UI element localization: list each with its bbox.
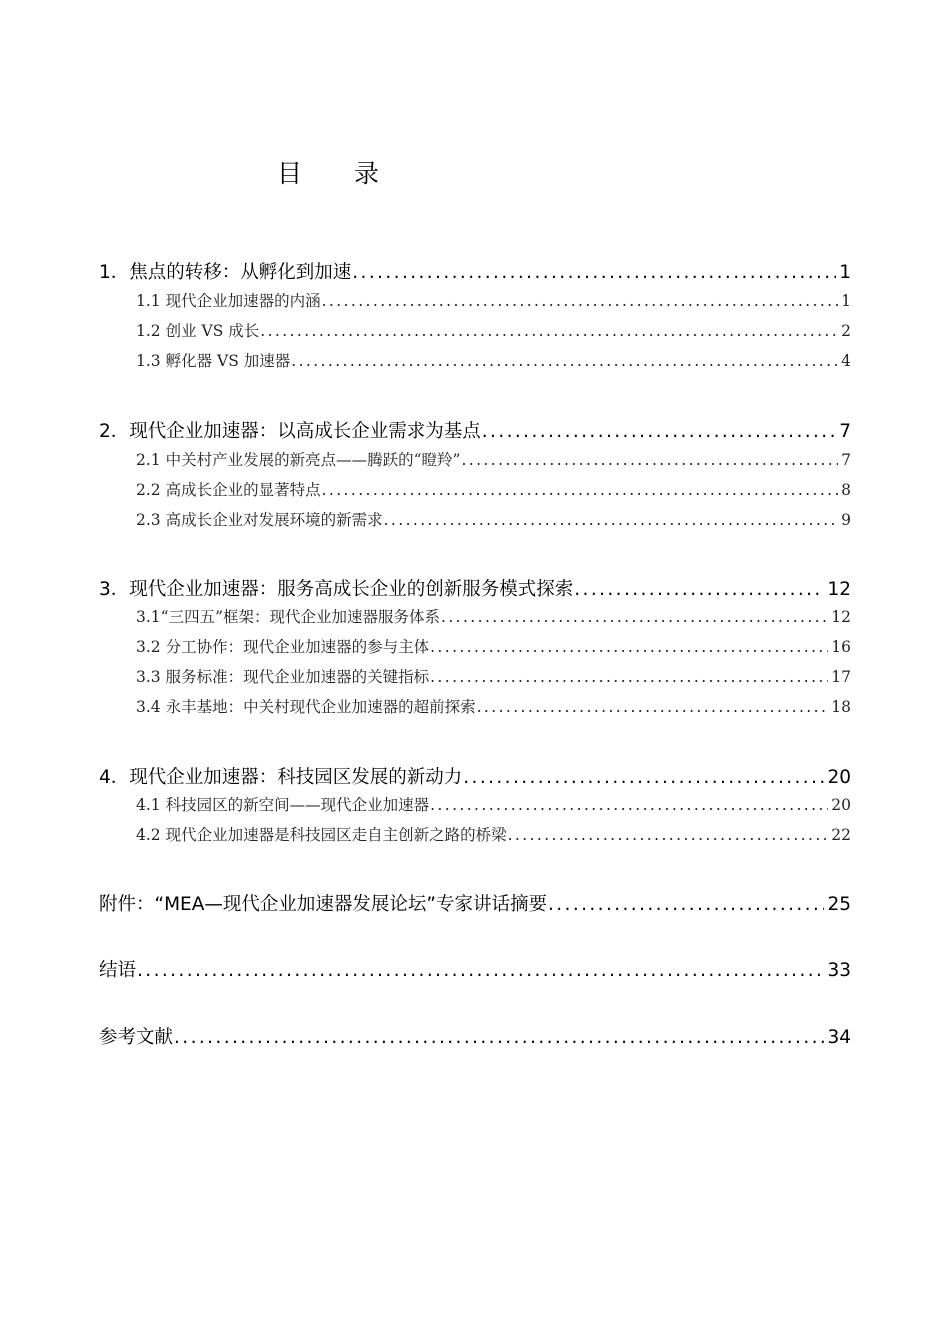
toc-entry-chapter-1[interactable] (99, 259, 851, 287)
toc-entry-page: 8 (841, 481, 851, 499)
toc-entry-label: 参考文献 (99, 1027, 174, 1048)
toc-entry-section-3-1[interactable] (136, 604, 851, 630)
dot-leader (352, 259, 836, 287)
toc-entry-page: 2 (841, 322, 851, 340)
toc-entry-section-3-2[interactable] (136, 634, 851, 660)
toc-entry-label: 4．现代企业加速器：科技园区发展的新动力 (99, 767, 463, 788)
toc-entry-page: 12 (827, 579, 851, 600)
toc-entry-label: 2.2 高成长企业的显著特点 (136, 481, 321, 499)
toc-entry-page: 33 (827, 960, 851, 981)
dot-leader (548, 891, 824, 919)
toc-entry-page: 16 (831, 638, 851, 656)
page-title: 目 录 (277, 159, 401, 188)
toc-entry-page: 7 (839, 421, 851, 442)
toc-entry-section-4-2[interactable] (136, 822, 851, 848)
dot-leader (137, 957, 824, 985)
toc-entry-label: 1.2 创业 VS 成长 (136, 322, 260, 340)
toc-entry-label: 4.2 现代企业加速器是科技园区走自主创新之路的桥梁 (136, 826, 507, 844)
toc-entry-label: 3．现代企业加速器：服务高成长企业的创新服务模式探索 (99, 579, 574, 600)
toc-entry-label: 结语 (99, 960, 137, 981)
dot-leader (430, 664, 828, 690)
dot-leader (508, 822, 829, 848)
dot-leader (477, 694, 829, 720)
toc-entry-label: 2．现代企业加速器：以高成长企业需求为基点 (99, 421, 481, 442)
dot-leader (574, 576, 824, 604)
toc-entry-section-1-2[interactable] (136, 318, 851, 344)
dot-leader (463, 764, 824, 792)
toc-entry-page: 20 (831, 796, 851, 814)
toc-entry-label: 3.3 服务标准：现代企业加速器的关键指标 (136, 668, 430, 686)
dot-leader (260, 318, 838, 344)
toc-entry-section-2-3[interactable] (136, 507, 851, 533)
toc-entry-conclusion[interactable] (99, 957, 851, 985)
toc-entry-chapter-3[interactable] (99, 576, 851, 604)
toc-entry-page: 7 (841, 451, 851, 469)
toc-entry-page: 22 (831, 826, 851, 844)
toc-entry-page: 4 (841, 352, 851, 370)
toc-entry-section-1-3[interactable] (136, 348, 851, 374)
toc-entry-chapter-2[interactable] (99, 418, 851, 446)
toc-entry-section-3-3[interactable] (136, 664, 851, 690)
dot-leader (384, 507, 839, 533)
toc-entry-chapter-4[interactable] (99, 764, 851, 792)
toc-entry-label: 3.2 分工协作：现代企业加速器的参与主体 (136, 638, 430, 656)
toc-entry-section-2-2[interactable] (136, 477, 851, 503)
toc-entry-label: 1.3 孵化器 VS 加速器 (136, 352, 291, 370)
toc-entry-page: 17 (831, 668, 851, 686)
toc-entry-page: 18 (831, 698, 851, 716)
dot-leader (291, 348, 838, 374)
toc-entry-section-2-1[interactable] (136, 447, 851, 473)
dot-leader (461, 447, 838, 473)
toc-entry-label: 附件：“MEA—现代企业加速器发展论坛”专家讲话摘要 (99, 894, 547, 915)
toc-entry-appendix[interactable] (99, 891, 851, 919)
toc-entry-page: 1 (841, 292, 851, 310)
toc-entry-section-4-1[interactable] (136, 792, 851, 818)
dot-leader (322, 477, 839, 503)
toc-entry-page: 20 (827, 767, 851, 788)
toc-entry-label: 4.1 科技园区的新空间——现代企业加速器 (136, 796, 430, 814)
toc-entry-label: 3.1“三四五”框架：现代企业加速器服务体系 (136, 608, 440, 626)
dot-leader (322, 288, 839, 314)
toc-entry-references[interactable] (99, 1024, 851, 1052)
dot-leader (441, 604, 828, 630)
toc-entry-section-1-1[interactable] (136, 288, 851, 314)
toc-entry-label: 1．焦点的转移：从孵化到加速 (99, 262, 352, 283)
toc-entry-label: 2.3 高成长企业对发展环境的新需求 (136, 511, 383, 529)
toc-entry-label: 1.1 现代企业加速器的内涵 (136, 292, 321, 310)
toc-entry-page: 25 (827, 894, 851, 915)
dot-leader (430, 792, 828, 818)
toc-entry-label: 2.1 中关村产业发展的新亮点——腾跃的“瞪羚” (136, 451, 461, 469)
dot-leader (174, 1024, 824, 1052)
dot-leader (482, 418, 836, 446)
toc-entry-page: 12 (831, 608, 851, 626)
dot-leader (430, 634, 828, 660)
toc-entry-page: 1 (839, 262, 851, 283)
toc-entry-label: 3.4 永丰基地：中关村现代企业加速器的超前探索 (136, 698, 476, 716)
toc-entry-section-3-4[interactable] (136, 694, 851, 720)
toc-entry-page: 34 (827, 1027, 851, 1048)
toc-entry-page: 9 (841, 511, 851, 529)
